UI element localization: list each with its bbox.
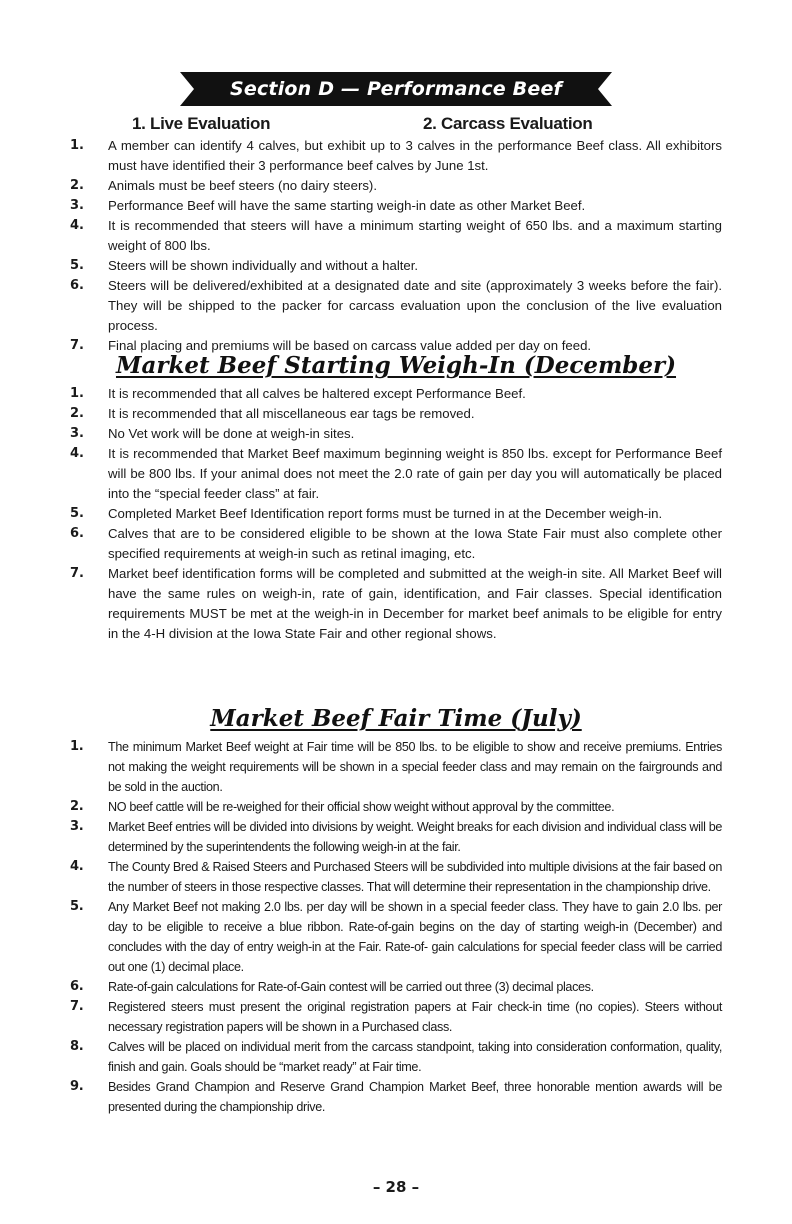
list-item [70,136,722,176]
item-text: Completed Market Beef Identification report forms must be turned in at the December weigh-in. [108,506,663,521]
item-number: 7. [70,566,84,581]
item-number: 6. [70,278,84,293]
fair-time-rules [70,737,722,1117]
item-text: A member can identify 4 calves, but exhibit up to 3 calves in the performance Beef class. All exhibitors must have identified their 3 performance beef calves by June 1st. [108,138,722,173]
list-item [70,384,722,404]
item-number: 2. [70,406,84,421]
item-text: The minimum Market Beef weight at Fair time will be 850 lbs. to be eligible to show and receive premiums. Entries not making the weight requirements will be shown in a special feeder class and may remain on the fairgrounds and be sold in the auction. [108,740,722,794]
item-number: 5. [70,899,84,914]
item-number: 1. [70,386,84,401]
banner-title: Section D — Performance Beef [229,78,562,100]
list-item [70,524,722,564]
item-number: 5. [70,258,84,273]
list-item [70,1077,722,1117]
item-text: Market Beef entries will be divided into divisions by weight. Weight breaks for each division and individual class will be determined by the superintendents the following weigh-in at the fair. [108,820,722,854]
list-item [70,176,722,196]
list-item [70,897,722,977]
section-banner [180,72,612,106]
item-text: Calves will be placed on individual merit from the carcass standpoint, taking into consideration conformation, quality, finish and gain. Goals should be “market ready” at Fair time. [108,1040,722,1074]
item-text: Performance Beef will have the same starting weigh-in date as other Market Beef. [108,198,586,213]
list-item [70,216,722,256]
item-number: 4. [70,859,84,874]
item-text: The County Bred & Raised Steers and Purchased Steers will be subdivided into multiple divisions at the fair based on the number of steers in those respective classes. That will determine their representation in the championship drive. [108,860,722,894]
item-text: NO beef cattle will be re-weighed for their official show weight without approval by the committee. [108,800,615,814]
list-item [70,424,722,444]
item-text: Registered steers must present the original registration papers at Fair check-in time (no copies). Steers without necessary registration papers will be shown in a Purchased class. [108,1000,722,1034]
item-text: Animals must be beef steers (no dairy steers). [108,178,377,193]
list-item [70,504,722,524]
item-number: 1. [70,739,84,754]
list-item [70,444,722,504]
item-text: Any Market Beef not making 2.0 lbs. per day will be shown in a special feeder class. They have to gain 2.0 lbs. per day to be eligible to receive a blue ribbon. Rate-of-gain begins on the day of starting weigh-in (December) and concludes with the day of entry weigh-in at the Fair. Rate-of- gain calculations for special feeder class will be carried out one (1) decimal place. [108,900,722,974]
item-number: 3. [70,198,84,213]
performance-beef-rules [70,136,722,356]
item-text: Steers will be delivered/exhibited at a designated date and site (approximately 3 weeks before the fair). They will be shipped to the packer for carcass evaluation upon the conclusion of the live evaluation process. [108,278,722,333]
list-item [70,404,722,424]
item-text: Rate-of-gain calculations for Rate-of-Gain contest will be carried out three (3) decimal places. [108,980,594,994]
item-number: 6. [70,526,84,541]
page-number: – 28 – [372,1178,420,1196]
item-text: Final placing and premiums will be based on carcass value added per day on feed. [108,338,592,353]
item-text: Steers will be shown individually and without a halter. [108,258,419,273]
item-number: 2. [70,178,84,193]
item-text: Market beef identification forms will be completed and submitted at the weigh-in site. All Market Beef will have the same rules on weigh-in, rate of gain, identification, and Fair classes. Special identification requirements MUST be met at the weigh-in in December for market beef animals to be eligible for entry in the 4-H division at the Iowa State Fair and other regional shows. [108,566,722,641]
item-text: It is recommended that all calves be haltered except Performance Beef. [108,386,526,401]
item-number: 9. [70,1079,84,1094]
item-text: It is recommended that Market Beef maximum beginning weight is 850 lbs. except for Performance Beef will be 800 lbs. If your animal does not meet the 2.0 rate of gain per day you will automatically be placed into the “special feeder class” at fair. [108,446,722,501]
list-item [70,564,722,644]
fair-time-heading: Market Beef Fair Time (July) [210,705,582,732]
item-number: 7. [70,338,84,353]
item-number: 8. [70,1039,84,1054]
item-text: It is recommended that steers will have a minimum starting weight of 650 lbs. and a maximum starting weight of 800 lbs. [108,218,722,253]
item-number: 7. [70,999,84,1014]
weigh-in-heading: Market Beef Starting Weigh-In (December) [115,352,677,379]
item-text: No Vet work will be done at weigh-in sites. [108,426,355,441]
item-number: 4. [70,446,84,461]
item-text: It is recommended that all miscellaneous ear tags be removed. [108,406,475,421]
list-item [70,817,722,857]
list-item [70,737,722,797]
item-number: 4. [70,218,84,233]
list-item [70,1037,722,1077]
item-number: 1. [70,138,84,153]
list-item [70,977,722,997]
item-number: 3. [70,426,84,441]
weigh-in-rules [70,384,722,644]
list-item [70,857,722,897]
subheading-live-evaluation: 1. Live Evaluation [132,114,271,133]
item-number: 3. [70,819,84,834]
item-text: Calves that are to be considered eligible to be shown at the Iowa State Fair must also complete other specified requirements at weigh-in such as retinal imaging, etc. [108,526,722,561]
list-item [70,256,722,276]
item-number: 2. [70,799,84,814]
list-item [70,997,722,1037]
list-item [70,276,722,336]
item-number: 6. [70,979,84,994]
list-item [70,797,722,817]
subheading-carcass-evaluation: 2. Carcass Evaluation [423,114,593,133]
item-number: 5. [70,506,84,521]
list-item [70,196,722,216]
item-text: Besides Grand Champion and Reserve Grand Champion Market Beef, three honorable mention awards will be presented during the championship drive. [108,1080,722,1114]
